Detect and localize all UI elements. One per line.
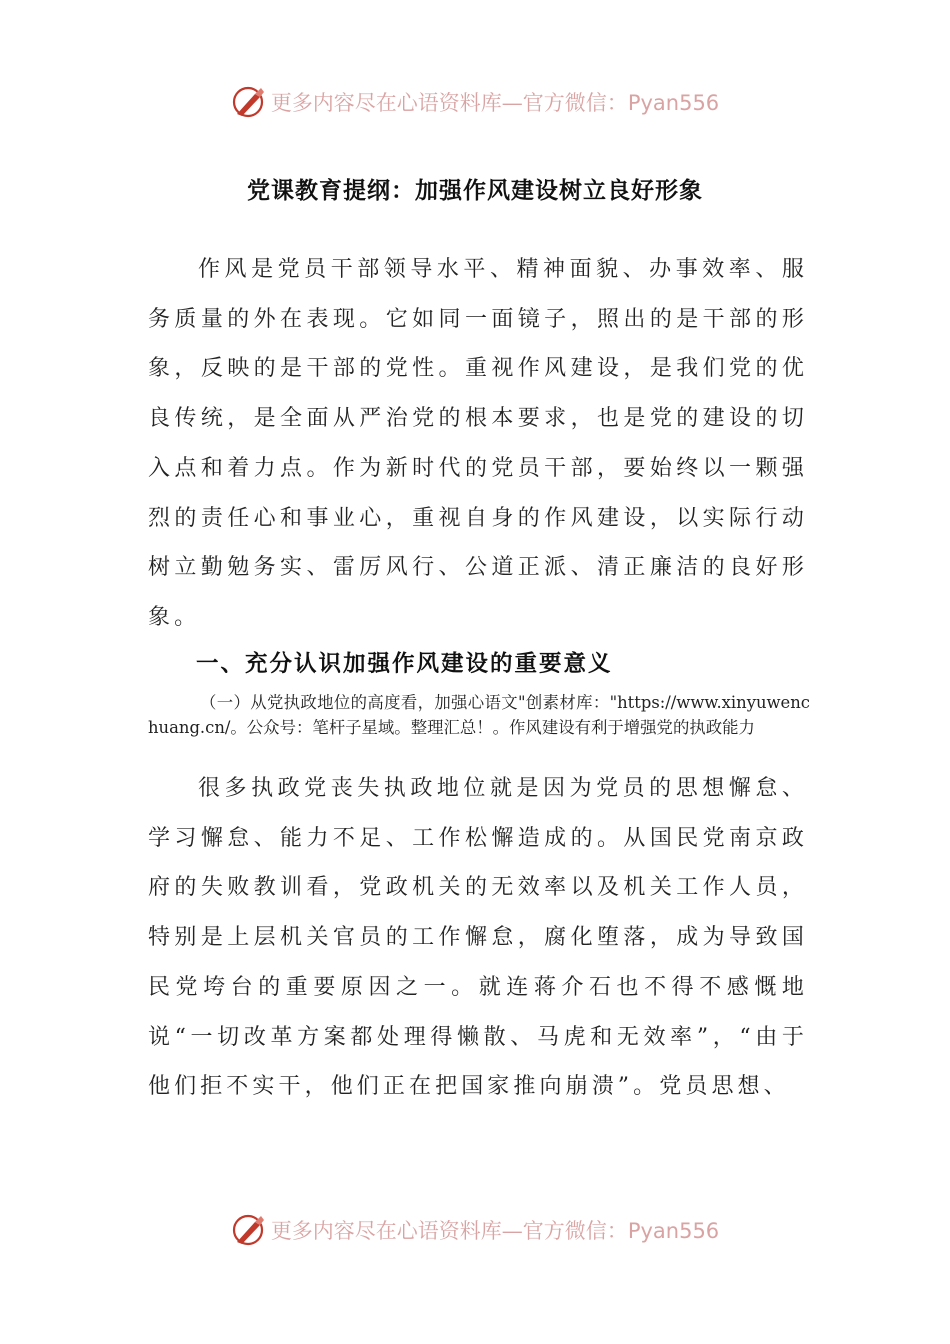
body-paragraph-2: 很多执政党丧失执政地位就是因为党员的思想懈怠、学习懈怠、能力不足、工作松懈造成的。从国民党南京政府的失败教训看，党政机关的无效率以及机关工作人员，特别是上层机关官员的工作懈怠，腐化堕落，成为导致国民党垮台的重要原因之一。就连蒋介石也不得不感慨地说“一切改革方案都处理得懒散、马虎和无效率”，“由于他们拒不实干，他们正在把国家推向崩溃”。党员思想、 (148, 776, 808, 1100)
banner-text: 更多内容尽在心语资料库—官方微信：Pyan556 (270, 1219, 720, 1243)
footer-watermark-banner (0, 1210, 950, 1250)
section-heading-1: 一、充分认识加强作风建设的重要意义 (196, 651, 613, 677)
body-paragraph-1: 作风是党员干部领导水平、精神面貌、办事效率、服务质量的外在表现。它如同一面镜子，照出的是干部的形象，反映的是干部的党性。重视作风建设，是我们党的优良传统，是全面从严治党的根本要求，也是党的建设的切入点和着力点。作为新时代的党员干部，要始终以一颗强烈的责任心和事业心，重视自身的作风建设，以实际行动树立勤勉务实、雷厉风行、公道正派、清正廉洁的良好形象。 (148, 257, 808, 630)
subheading-1: （一）从党执政地位的高度看，加强心语文"创素材库："https://www.xinyuwenchuang.cn/。公众号：笔杆子星域。整理汇总！。作风建设有利于增强党的执政能力 (148, 693, 810, 737)
document-title: 党课教育提纲：加强作风建设树立良好形象 (247, 177, 703, 204)
header-watermark-banner (0, 82, 950, 122)
pen-circle-icon (231, 1212, 267, 1248)
pen-circle-icon (231, 84, 267, 120)
banner-text: 更多内容尽在心语资料库—官方微信：Pyan556 (270, 91, 720, 115)
